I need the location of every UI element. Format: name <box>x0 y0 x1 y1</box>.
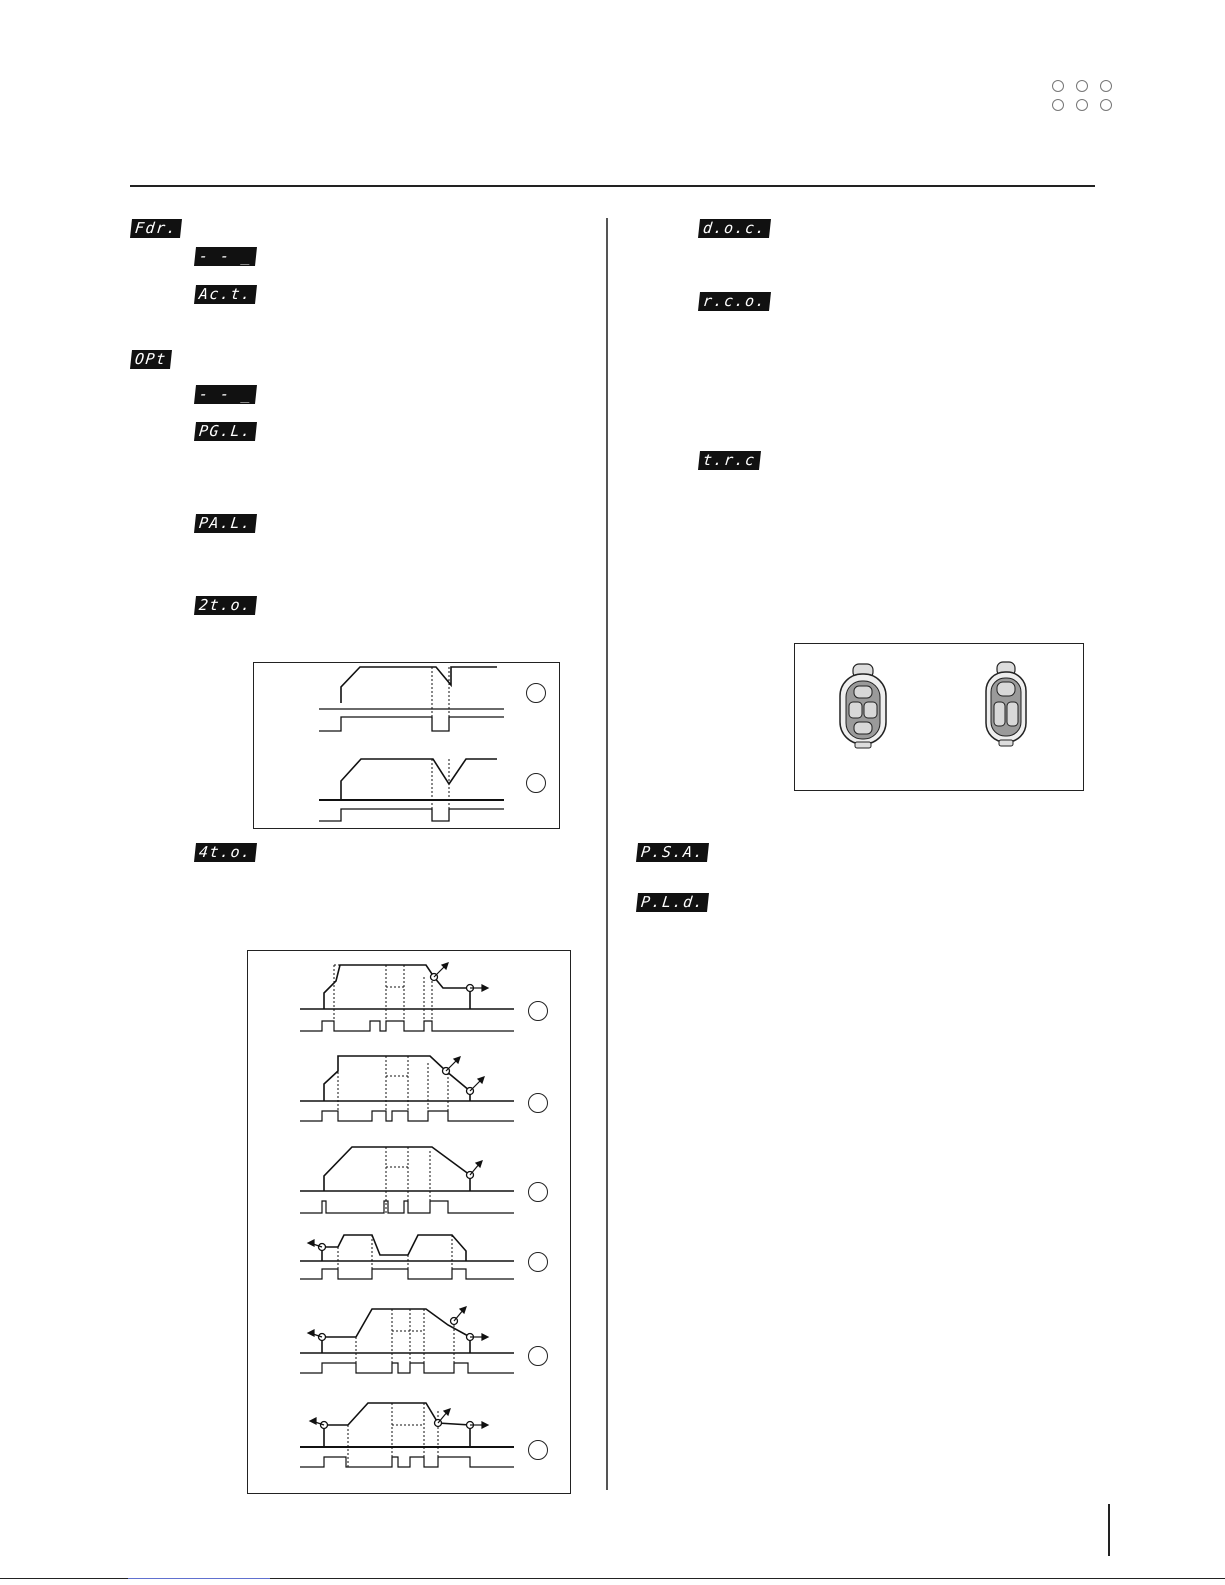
opt-option-off-badge: - - _ <box>194 385 257 404</box>
remote-control-three-button-icon <box>983 660 1029 748</box>
column-divider <box>606 218 608 1490</box>
fdr-option-off-badge: - - _ <box>194 247 257 266</box>
page-edge-mark <box>1108 1504 1110 1556</box>
doc-option-badge: d.o.c. <box>698 219 771 238</box>
remote-controls-figure <box>794 643 1084 791</box>
opt-option-pgl-badge: PG.L. <box>194 422 257 441</box>
diagram-marker-circle <box>528 1001 548 1021</box>
rco-option-badge: r.c.o. <box>698 292 771 311</box>
two-stroke-timing-diagram <box>253 662 560 829</box>
opt-code-badge: OPt <box>130 350 172 369</box>
remote-control-four-button-icon <box>837 662 889 750</box>
opt-option-4to-badge: 4t.o. <box>194 843 257 862</box>
diagram-marker-circle <box>528 1346 548 1366</box>
fdr-code-badge: Fdr. <box>130 219 182 238</box>
diagram-marker-circle <box>528 1440 548 1460</box>
diagram-marker-circle <box>528 1182 548 1202</box>
six-dot-grid-icon <box>1052 80 1120 116</box>
four-stroke-timing-diagram <box>247 950 571 1494</box>
opt-option-pal-badge: PA.L. <box>194 514 257 533</box>
diagram-marker-circle <box>526 773 546 793</box>
psa-option-badge: P.S.A. <box>636 843 709 862</box>
pld-option-badge: P.L.d. <box>636 893 709 912</box>
opt-option-2to-badge: 2t.o. <box>194 596 257 615</box>
two-stroke-waveforms <box>254 663 559 828</box>
fdr-option-act-badge: Ac.t. <box>194 285 257 304</box>
trc-option-badge: t.r.c <box>698 451 761 470</box>
diagram-marker-circle <box>528 1093 548 1113</box>
diagram-marker-circle <box>526 683 546 703</box>
diagram-marker-circle <box>528 1252 548 1272</box>
footer-link-underline[interactable] <box>128 1578 270 1579</box>
header-rule <box>130 185 1095 187</box>
four-stroke-waveforms <box>248 951 570 1493</box>
